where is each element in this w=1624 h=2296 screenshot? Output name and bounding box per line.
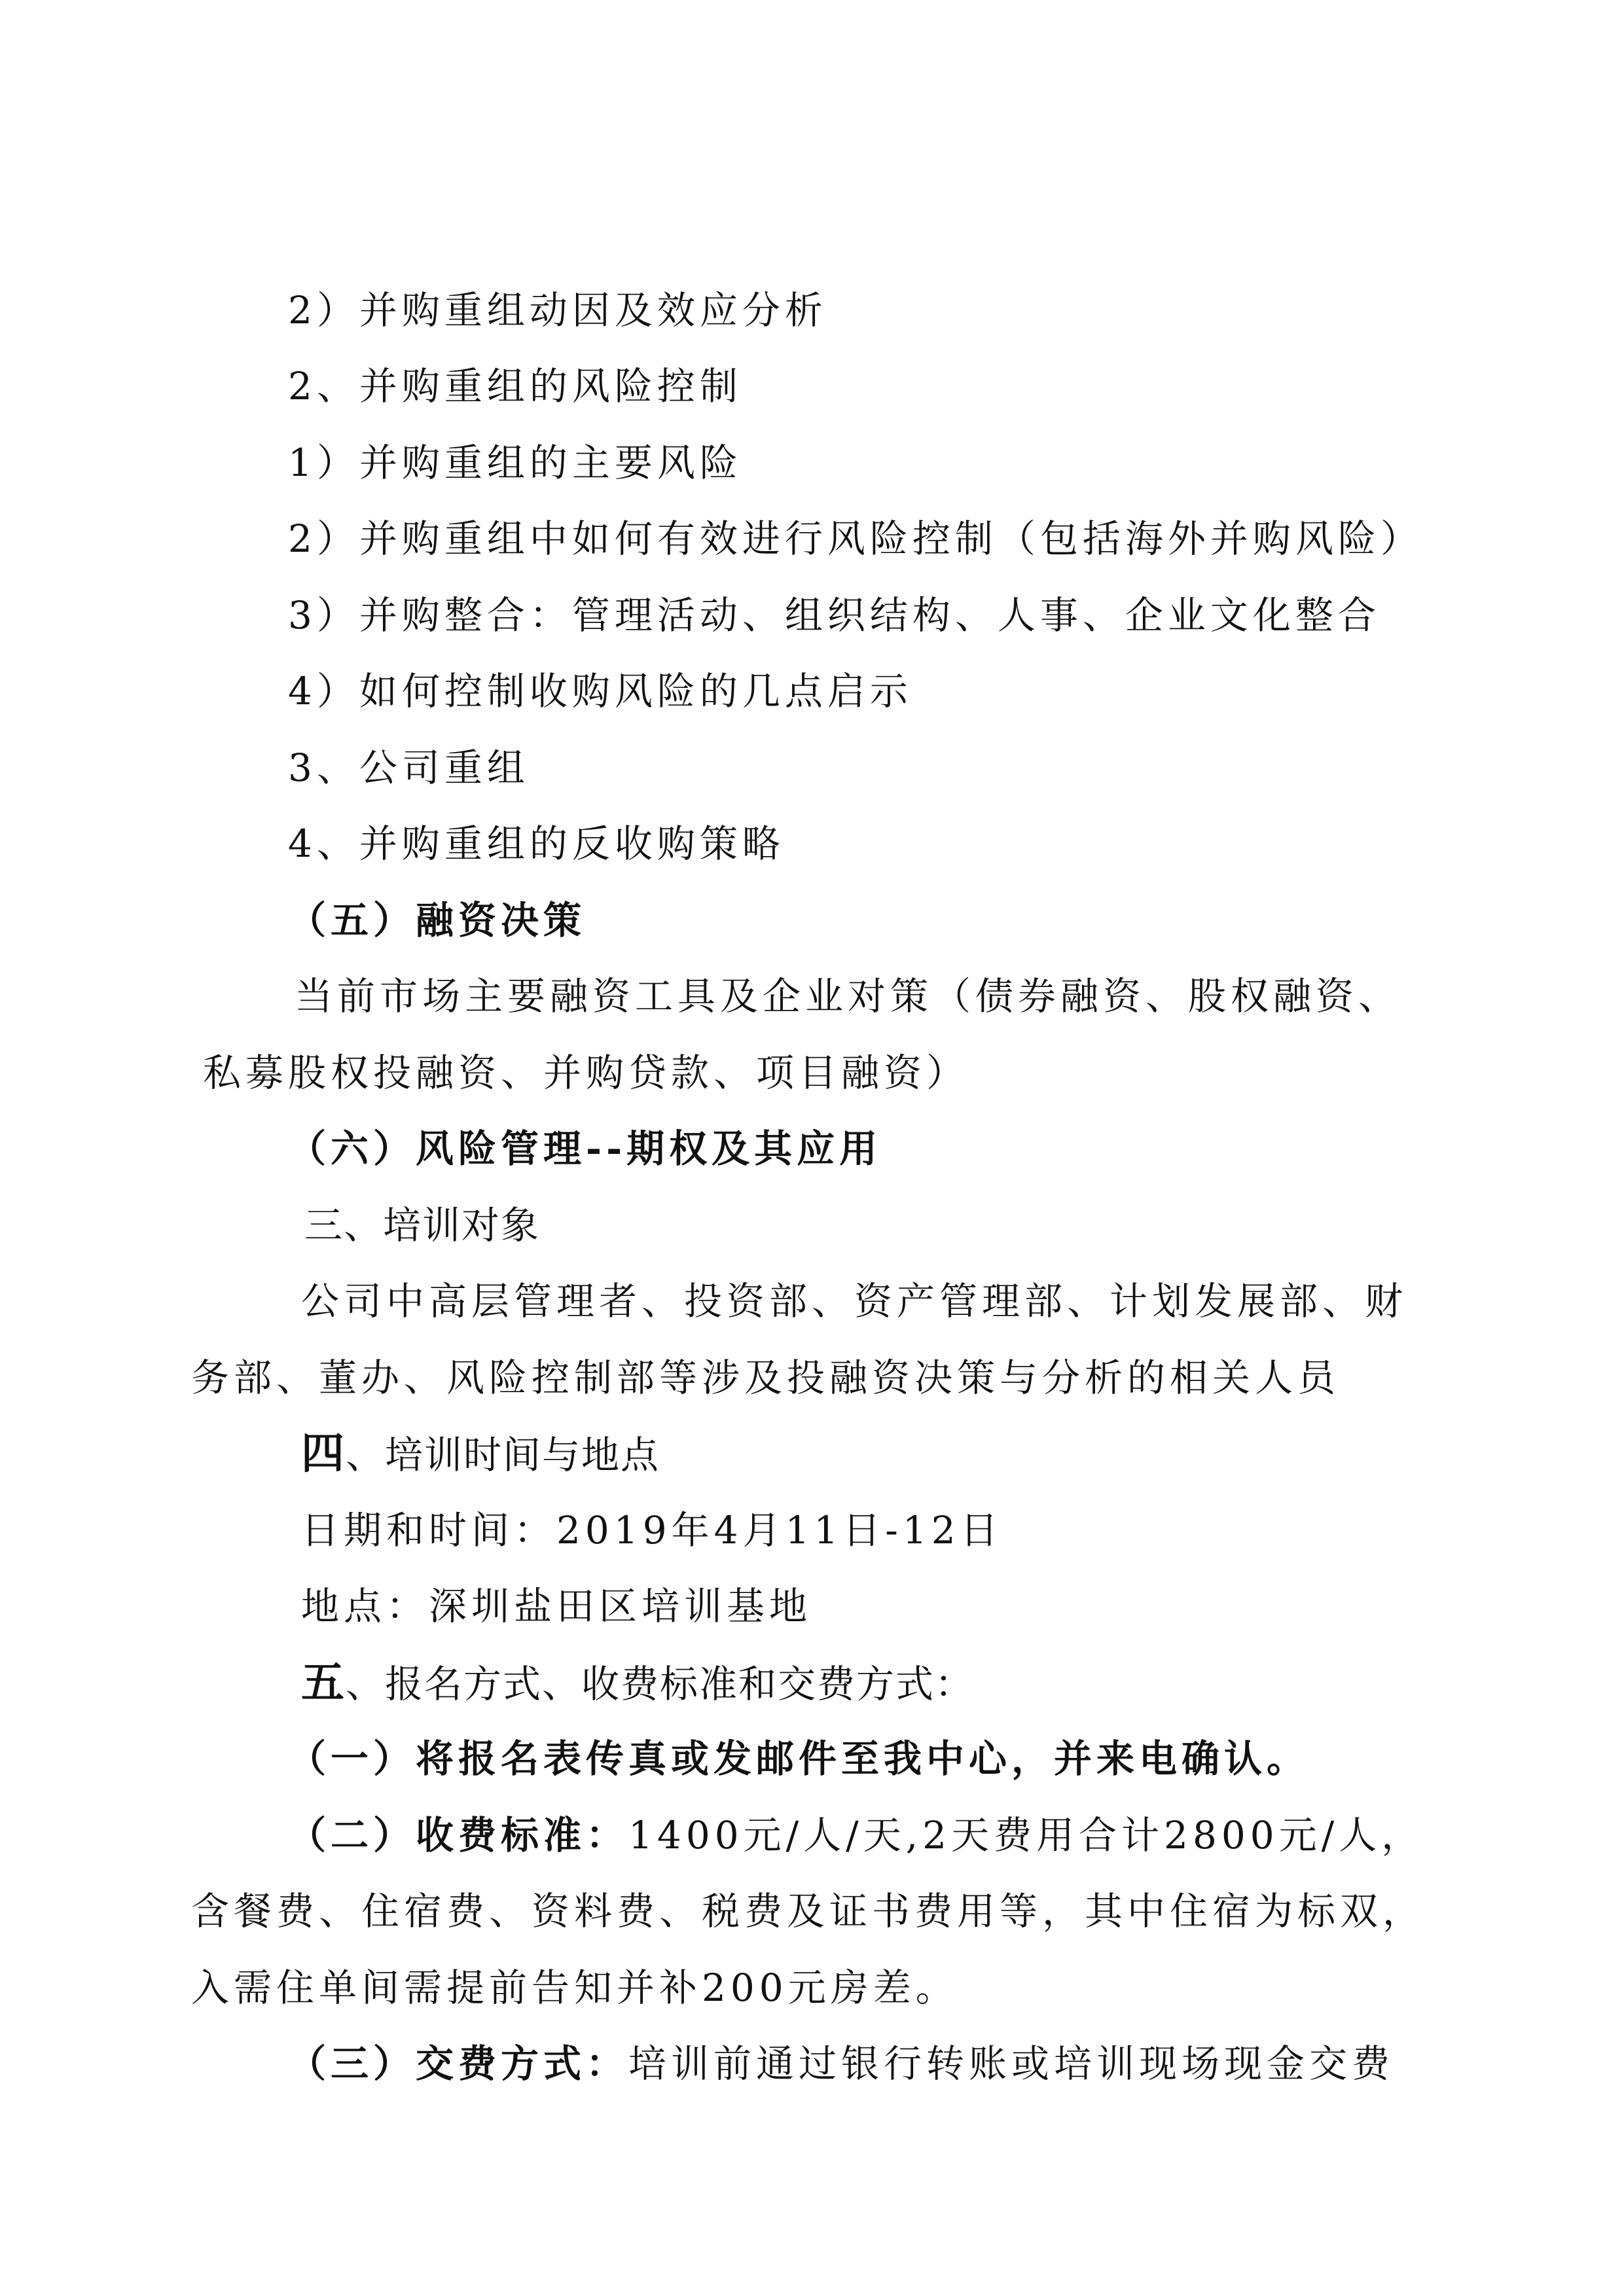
registration-heading [301, 1657, 974, 1710]
training-location: 地点：深圳盐田区培训基地 [301, 1584, 812, 1628]
time-location-heading-text: 、培训时间与地点 [346, 1433, 660, 1477]
fee-standard-line3: 入需住单间需提前告知并补200元房差。 [191, 1965, 958, 2010]
outline-item-2-1: 1）并购重组的主要风险 [288, 440, 742, 485]
outline-item-2-4: 4）如何控制收购风险的几点启示 [288, 669, 912, 713]
time-location-heading-number: 四 [301, 1428, 346, 1479]
fee-standard-label: （二）收费标准： [288, 1813, 629, 1857]
registration-heading-text: 、报名方式、收费标准和交费方式： [346, 1662, 975, 1706]
payment-method-label: （三）交费方式： [288, 2041, 629, 2086]
registration-item-3 [288, 2037, 1394, 2090]
registration-item-2 [288, 1809, 1424, 1861]
audience-body-line2: 务部、董办、风险控制部等涉及投融资决策与分析的相关人员 [191, 1355, 1341, 1400]
outline-item-3: 3、公司重组 [288, 745, 530, 790]
audience-heading: 三、培训对象 [304, 1203, 541, 1247]
financing-body-line2: 私募股权投融资、并购贷款、项目融资） [203, 1050, 969, 1095]
audience-body-line1: 公司中高层管理者、投资部、资产管理部、计划发展部、财 [301, 1279, 1408, 1323]
outline-item-4: 4、并购重组的反收购策略 [288, 821, 785, 866]
registration-item-1: （一）将报名表传真或发邮件至我中心，并来电确认。 [288, 1736, 1310, 1781]
time-location-heading [301, 1427, 660, 1481]
registration-heading-number: 五 [301, 1657, 346, 1708]
training-date: 日期和时间：2019年4月11日-12日 [301, 1508, 1003, 1552]
fee-standard-line2: 含餐费、住宿费、资料费、税费及证书费用等，其中住宿为标双， [191, 1889, 1426, 1933]
outline-item-2-2: 2）并购重组动因及效应分析 [288, 288, 827, 332]
risk-heading: （六）风险管理--期权及其应用 [288, 1126, 882, 1171]
financing-body-line1: 当前市场主要融资工具及企业对策（债券融资、股权融资、 [295, 974, 1401, 1018]
outline-item-2: 2、并购重组的风险控制 [288, 364, 742, 408]
payment-method-text: 培训前通过银行转账或培训现场现金交费 [628, 2041, 1395, 2086]
fee-standard-text: 1400元/人/天,2天费用合计2800元/人， [628, 1813, 1424, 1857]
outline-item-2-3: 3）并购整合：管理活动、组织结构、人事、企业文化整合 [288, 593, 1380, 637]
financing-heading: （五）融资决策 [288, 898, 586, 942]
outline-item-2-2-risk-control: 2）并购重组中如何有效进行风险控制（包括海外并购风险） [288, 516, 1423, 561]
